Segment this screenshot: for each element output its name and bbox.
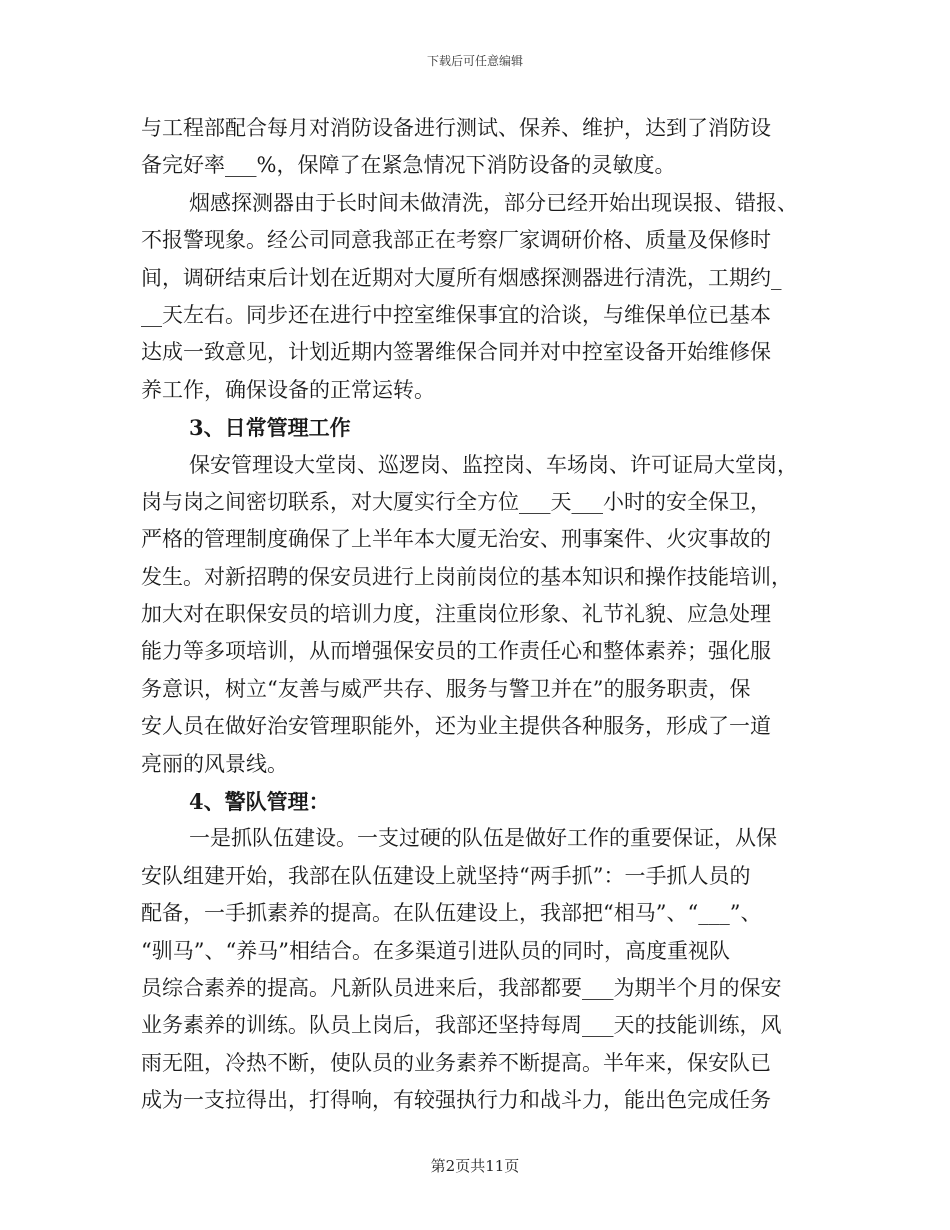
- body-line-2: 备完好率___%，保障了在紧急情况下消防设备的灵敏度。: [141, 153, 676, 178]
- section-heading-daily-management: 3、日常管理工作: [189, 415, 351, 441]
- body-line-8: 养工作，确保设备的正常运转。: [141, 377, 435, 402]
- body-line-26: 雨无阻，冷热不断，使队员的业务素养不断提高。半年来，保安队已: [141, 1050, 771, 1075]
- body-line-20: 一是抓队伍建设。一支过硬的队伍是做好工作的重要保证，从保: [189, 826, 777, 851]
- body-line-27: 成为一支拉得出，打得响，有较强执行力和战斗力，能出色完成任务: [141, 1088, 771, 1113]
- document-body: [141, 110, 801, 1120]
- body-line-16: 务意识，树立“友善与威严共存、服务与警卫并在”的服务职责，保: [141, 676, 751, 701]
- body-line-14: 加大对在职保安员的培训力度，注重岗位形象、礼节礼貌、应急处理: [141, 602, 771, 627]
- body-line-1: 与工程部配合每月对消防设备进行测试、保养、维护，达到了消防设: [141, 116, 771, 140]
- body-line-25: 业务素养的训练。队员上岗后，我部还坚持每周___天的技能训练，风: [141, 1013, 782, 1038]
- body-line-15: 能力等多项培训，从而增强保安员的工作责任心和整体素养；强化服: [141, 639, 771, 664]
- body-line-17: 安人员在做好治安管理职能外，还为业主提供各种服务，形成了一道: [141, 714, 771, 739]
- body-line-4: 不报警现象。经公司同意我部正在考察厂家调研价格、质量及保修时: [141, 228, 771, 253]
- page-header: 下载后可任意编辑: [426, 54, 523, 68]
- body-line-18: 亮丽的风景线。: [141, 751, 288, 776]
- body-line-22: 配备，一手抓素养的提高。在队伍建设上，我部把“相马”、“___”、: [141, 901, 762, 926]
- section-heading-guard-team-management: 4、警队管理：: [189, 789, 330, 815]
- page-footer: 第2页共11页: [430, 1157, 520, 1175]
- body-line-6: __天左右。同步还在进行中控室维保事宜的洽谈，与维保单位已基本: [141, 302, 771, 327]
- body-line-23: “驯马”、“养马”相结合。在多渠道引进队员的同时，高度重视队: [141, 938, 730, 963]
- body-line-24: 员综合素养的提高。凡新队员进来后，我部都要___为期半个月的保安: [141, 975, 782, 1000]
- body-line-5: 间，调研结束后计划在近期对大厦所有烟感探测器进行清洗，工期约_: [141, 265, 782, 290]
- body-line-10: 保安管理设大堂岗、巡逻岗、监控岗、车场岗、许可证局大堂岗，: [189, 452, 798, 477]
- body-line-21: 安队组建开始，我部在队伍建设上就坚持“两手抓”：一手抓人员的: [141, 863, 751, 888]
- body-line-11: 岗与岗之间密切联系，对大厦实行全方位___天___小时的安全保卫，: [141, 489, 771, 514]
- body-line-7: 达成一致意见，计划近期内签署维保合同并对中控室设备开始维修保: [141, 340, 771, 365]
- body-line-12: 严格的管理制度确保了上半年本大厦无治安、刑事案件、火灾事故的: [141, 527, 771, 552]
- body-line-3: 烟感探测器由于长时间未做清洗，部分已经开始出现误报、错报、: [189, 190, 798, 215]
- body-line-13: 发生。对新招聘的保安员进行上岗前岗位的基本知识和操作技能培训，: [141, 564, 792, 589]
